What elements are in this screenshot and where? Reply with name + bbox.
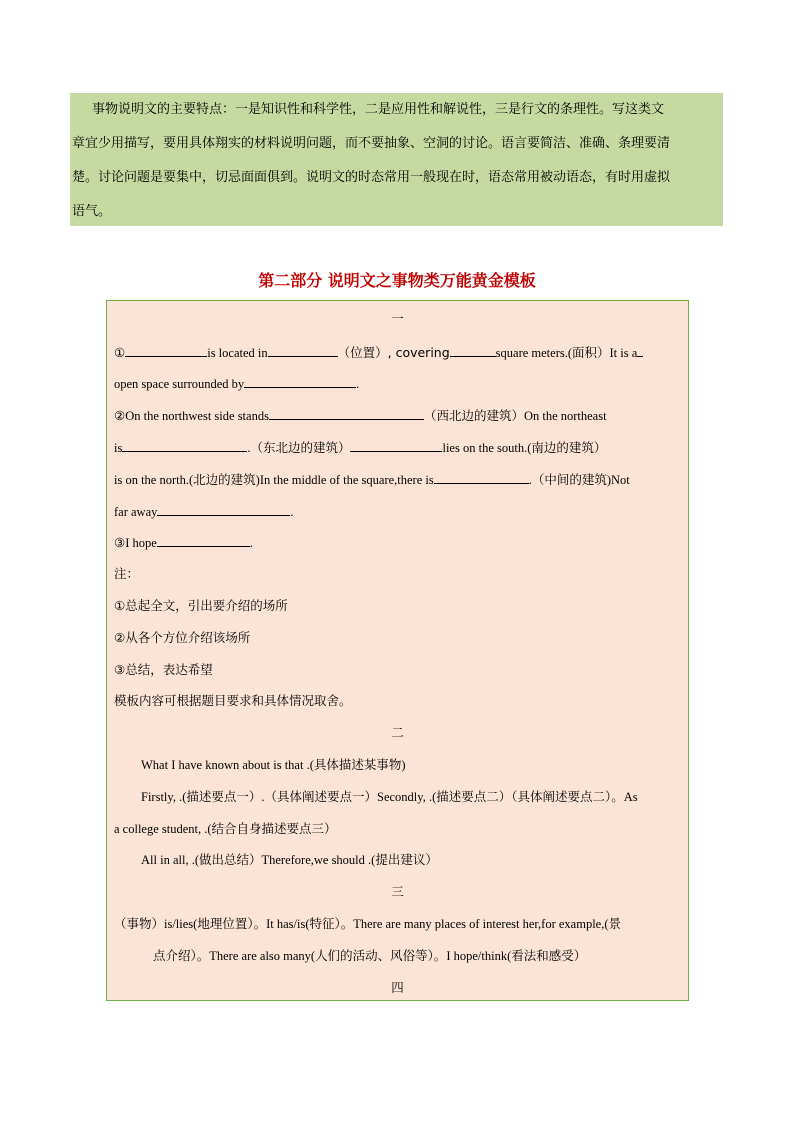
template-line: open space surrounded by . <box>114 377 360 391</box>
template-line: a college student, .(结合自身描述要点三） <box>114 822 337 836</box>
blank[interactable] <box>350 439 442 452</box>
note-item: ③总结，表达希望 <box>114 662 213 677</box>
template-heading: 四 <box>391 981 404 995</box>
note-item: ②从各个方位介绍该场所 <box>114 630 251 645</box>
blank[interactable] <box>450 344 496 357</box>
blank[interactable] <box>269 407 424 420</box>
template-line: ③I hope . <box>114 536 253 550</box>
section-title: 第二部分 说明文之事物类万能黄金模板 <box>258 271 536 290</box>
intro-panel <box>70 93 723 226</box>
template-line: （事物）is/lies(地理位置）。It has/is(特征）。There are many places of interest her,for example,(景 <box>114 917 622 931</box>
template-line: All in all, .(做出总结）Therefore,we should .(提出建议） <box>141 853 438 867</box>
template-line: far away . <box>114 505 294 519</box>
template-heading: 三 <box>391 885 404 899</box>
note-label: 注： <box>114 566 140 581</box>
template-line: is on the north.(北边的建筑)In the middle of the square,there is .（中间的建筑)Not <box>114 473 630 487</box>
intro-line: 语气。 <box>72 204 112 219</box>
blank[interactable] <box>122 439 247 452</box>
intro-line: 楚。讨论问题是要集中，切忌面面俱到。说明文的时态常用一般现在时，语态常用被动语态，有时用虚拟 <box>72 170 671 185</box>
template-line: ① is located in （位置）, covering square meters.(面积）It is a <box>114 344 643 361</box>
template-box <box>106 300 689 1001</box>
template-heading: 二 <box>391 726 404 740</box>
template-line: What I have known about is that .(具体描述某事物) <box>141 758 406 772</box>
note-remark: 模板内容可根据题目要求和具体情况取舍。 <box>114 693 352 708</box>
template-line: Firstly, .(描述要点一）.（具体阐述要点一）Secondly, .(描述要点二）（具体阐述要点二）。As <box>141 790 638 804</box>
blank[interactable] <box>268 344 338 357</box>
intro-line: 章宜少用描写，要用具体翔实的材料说明问题，而不要抽象、空洞的讨论。语言要简洁、准确、条理要清 <box>72 136 671 151</box>
blank[interactable] <box>244 375 356 388</box>
intro-line: 事物说明文的主要特点：一是知识性和科学性，二是应用性和解说性，三是行文的条理性。写这类文 <box>92 102 665 117</box>
blank[interactable] <box>637 344 643 357</box>
blank[interactable] <box>434 471 529 484</box>
note-item: ①总起全文，引出要介绍的场所 <box>114 598 288 613</box>
template-heading: 一 <box>391 312 404 326</box>
template-line: ②On the northwest side stands （西北边的建筑）On the northeast <box>114 409 607 423</box>
template-line: is .（东北边的建筑） lies on the south.(南边的建筑） <box>114 441 607 455</box>
blank[interactable] <box>157 534 250 547</box>
template-line: 点介绍）。There are also many(人们的活动、风俗等）。I hope/think(看法和感受） <box>153 949 587 963</box>
blank[interactable] <box>157 503 290 516</box>
blank[interactable] <box>125 344 207 357</box>
